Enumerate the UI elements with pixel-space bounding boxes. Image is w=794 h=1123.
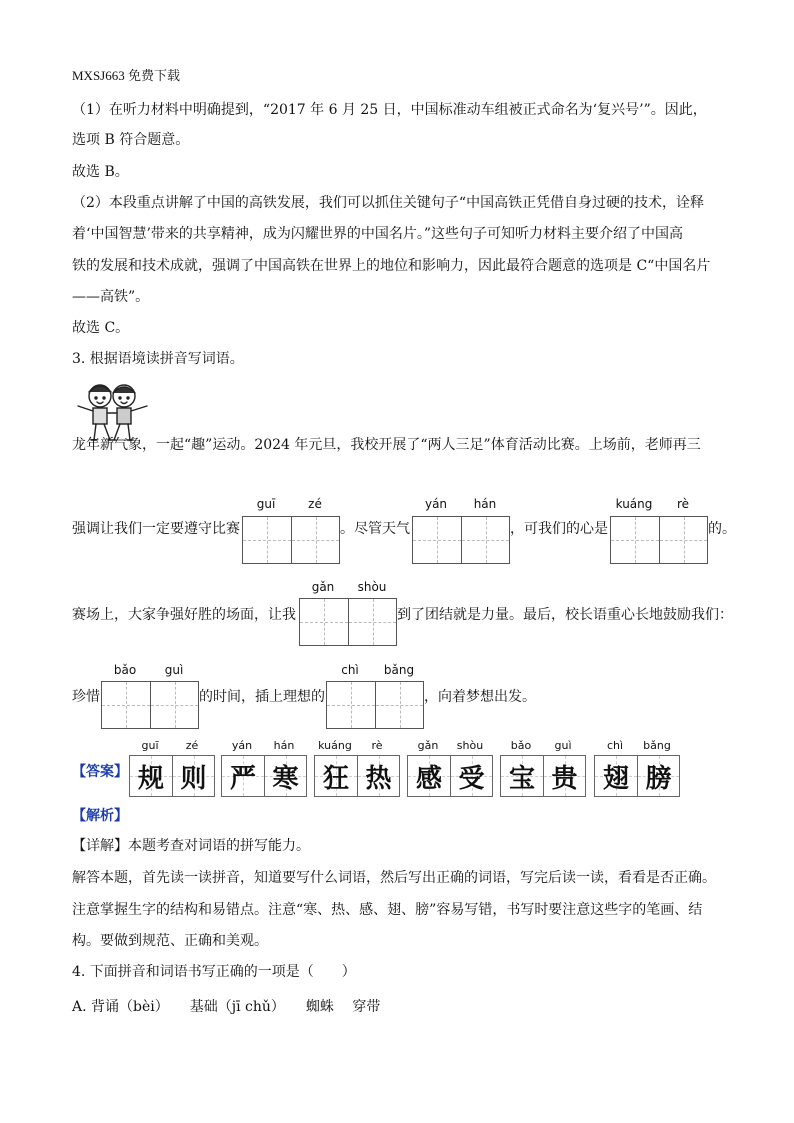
grid-cell[interactable] bbox=[375, 682, 423, 728]
answer-char-text: 膀 bbox=[645, 763, 672, 794]
q3-passage-line1: 龙年新气象，一起“趣”运动。2024 年元旦，我校开展了“两人三足”体育活动比赛。上场前，老师再三 bbox=[72, 437, 701, 453]
answer-char-text: 贵 bbox=[551, 763, 578, 794]
answer-pinyin: zé bbox=[185, 739, 199, 752]
answer-pinyin: bǎng bbox=[643, 739, 671, 752]
q4-option-a: A. 背诵（bèi） 基础（jī chǔ） 蜘蛛 穿带 bbox=[72, 999, 381, 1015]
pinyin-bao: bǎo bbox=[113, 663, 137, 677]
q3-passage-line2-b: 。尽管天气 bbox=[340, 521, 410, 537]
answer-word-3 bbox=[314, 755, 400, 797]
answer-box-4[interactable] bbox=[299, 598, 397, 646]
pinyin-kuang: kuáng bbox=[615, 497, 653, 511]
answer-pinyin: guì bbox=[554, 739, 572, 752]
answer-char bbox=[543, 756, 585, 796]
q3-passage-line2-d: 的。 bbox=[708, 521, 736, 537]
pinyin-chi: chì bbox=[341, 663, 359, 677]
grid-cell[interactable] bbox=[291, 517, 339, 563]
pinyin-han: hán bbox=[473, 497, 497, 511]
grid-cell[interactable] bbox=[327, 682, 375, 728]
answer-box-6[interactable] bbox=[326, 681, 424, 729]
pinyin-ze: zé bbox=[308, 497, 322, 511]
answer-char bbox=[222, 756, 264, 796]
answer-char-text: 宝 bbox=[508, 763, 535, 794]
pinyin-gan: gǎn bbox=[311, 580, 335, 594]
grid-cell[interactable] bbox=[348, 599, 396, 645]
q3-passage-line2-c: ，可我们的心是 bbox=[510, 521, 608, 537]
grid-cell[interactable] bbox=[102, 682, 150, 728]
q2-para1-line2: 选项 B 符合题意。 bbox=[72, 132, 190, 148]
detail-line-3: 注意掌握生字的结构和易错点。注意“寒、热、感、翅、膀”容易写错，书写时要注意这些字的笔画、结 bbox=[72, 902, 703, 918]
answer-pinyin: kuáng bbox=[318, 739, 352, 752]
answer-box-3[interactable] bbox=[610, 516, 708, 564]
answer-char-text: 则 bbox=[180, 763, 207, 794]
grid-cell[interactable] bbox=[413, 517, 461, 563]
pinyin-gui2: guì bbox=[164, 663, 184, 677]
q2-para2-choice: 故选 C。 bbox=[72, 320, 130, 336]
answer-box-2[interactable] bbox=[412, 516, 510, 564]
answer-box-1[interactable] bbox=[242, 516, 340, 564]
answer-char bbox=[130, 756, 172, 796]
answer-char-text: 规 bbox=[137, 763, 164, 794]
answer-word-6 bbox=[594, 755, 680, 797]
answer-char bbox=[315, 756, 357, 796]
answer-word-1 bbox=[129, 755, 215, 797]
answer-char bbox=[637, 756, 679, 796]
q2-para2-line1: （2）本段重点讲解了中国的高铁发展，我们可以抓住关键句子“中国高铁正凭借自身过硬的技术，诠释 bbox=[72, 195, 705, 211]
pinyin-yan: yán bbox=[424, 497, 448, 511]
answer-pinyin: shòu bbox=[456, 739, 484, 752]
grid-cell[interactable] bbox=[150, 682, 198, 728]
answer-char-text: 翅 bbox=[602, 763, 629, 794]
page-header: MXSJ663 免费下载 bbox=[72, 68, 180, 83]
answer-pinyin: yán bbox=[231, 739, 253, 752]
q3-passage-line3-a: 赛场上，大家争强好胜的场面，让我 bbox=[72, 607, 296, 623]
answer-char-text: 狂 bbox=[322, 763, 349, 794]
answer-char bbox=[357, 756, 399, 796]
q2-para1-choice: 故选 B。 bbox=[72, 164, 129, 180]
answer-char-text: 受 bbox=[458, 763, 485, 794]
answer-char bbox=[172, 756, 214, 796]
answer-char bbox=[408, 756, 450, 796]
q2-para2-line3: 铁的发展和技术成就，强调了中国高铁在世界上的地位和影响力，因此最符合题意的选项是 C“中国名片 bbox=[72, 258, 711, 274]
q3-title: 3. 根据语境读拼音写词语。 bbox=[72, 351, 244, 367]
answer-word-4 bbox=[407, 755, 493, 797]
answer-pinyin: hán bbox=[273, 739, 295, 752]
answer-char bbox=[501, 756, 543, 796]
answer-pinyin: chì bbox=[606, 739, 624, 752]
q3-passage-line3-b: 到了团结就是力量。最后，校长语重心长地鼓励我们： bbox=[397, 607, 733, 623]
answer-char bbox=[595, 756, 637, 796]
answer-word-5 bbox=[500, 755, 586, 797]
pinyin-re: rè bbox=[676, 497, 690, 511]
answer-char-text: 感 bbox=[415, 763, 442, 794]
q3-passage-line4-a: 珍惜 bbox=[72, 689, 100, 705]
grid-cell[interactable] bbox=[611, 517, 659, 563]
answer-char bbox=[264, 756, 306, 796]
analysis-label: 【解析】 bbox=[72, 808, 128, 824]
q2-para1-line1: （1）在听力材料中明确提到，“2017 年 6 月 25 日，中国标准动车组被正式命名为‘复兴号’”。因此， bbox=[72, 102, 707, 118]
grid-cell[interactable] bbox=[243, 517, 291, 563]
answer-pinyin: bǎo bbox=[510, 739, 532, 752]
answer-char-text: 严 bbox=[229, 763, 256, 794]
grid-cell[interactable] bbox=[659, 517, 707, 563]
answer-char-text: 寒 bbox=[272, 763, 299, 794]
q2-para2-line4: ——高铁”。 bbox=[72, 289, 150, 305]
q2-para2-line2: 着‘中国智慧’带来的共享精神，成为闪耀世界的中国名片。”这些句子可知听力材料主要介绍了中国高 bbox=[72, 226, 684, 242]
answer-pinyin: guī bbox=[141, 739, 159, 752]
grid-cell[interactable] bbox=[300, 599, 348, 645]
answer-pinyin: rè bbox=[371, 739, 383, 752]
answer-box-5[interactable] bbox=[101, 681, 199, 729]
q3-passage-line2-a: 强调让我们一定要遵守比赛 bbox=[72, 521, 240, 537]
q3-passage-line4-c: ，向着梦想出发。 bbox=[424, 689, 536, 705]
pinyin-bang: bǎng bbox=[383, 663, 415, 677]
answer-pinyin: gǎn bbox=[417, 739, 439, 752]
pinyin-gui: guī bbox=[256, 497, 276, 511]
answer-label: 【答案】 bbox=[72, 764, 128, 780]
detail-line-1: 【详解】本题考查对词语的拼写能力。 bbox=[72, 838, 310, 854]
answer-word-2 bbox=[221, 755, 307, 797]
q3-passage-line4-b: 的时间，插上理想的 bbox=[199, 689, 325, 705]
pinyin-shou: shòu bbox=[357, 580, 387, 594]
grid-cell[interactable] bbox=[461, 517, 509, 563]
detail-line-2: 解答本题，首先读一读拼音，知道要写什么词语，然后写出正确的词语，写完后读一读，看看是否正确。 bbox=[72, 870, 716, 886]
detail-line-4: 构。要做到规范、正确和美观。 bbox=[72, 933, 268, 949]
q4-title: 4. 下面拼音和词语书写正确的一项是（ ） bbox=[72, 964, 356, 980]
answer-char-text: 热 bbox=[365, 763, 392, 794]
answer-char bbox=[450, 756, 492, 796]
